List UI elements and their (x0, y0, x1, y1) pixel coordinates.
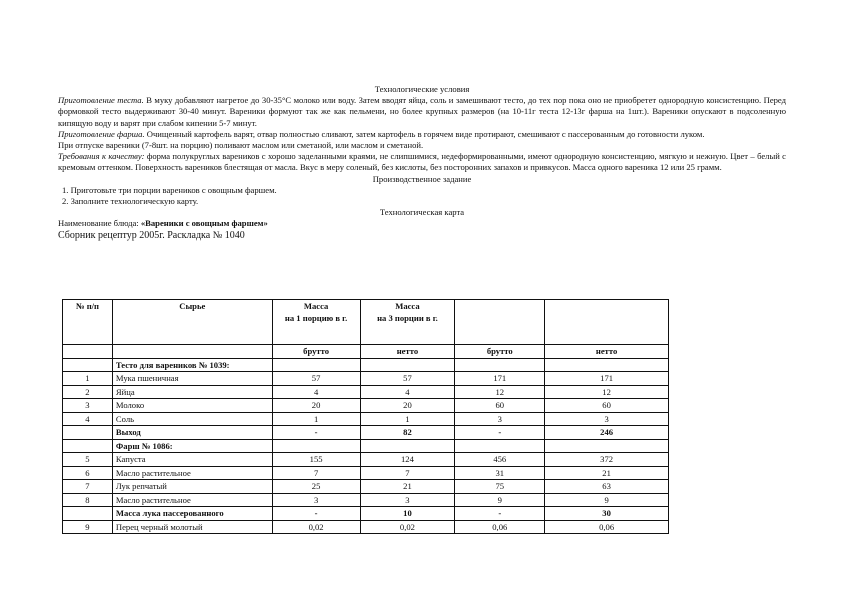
mass-value: 30 (545, 507, 669, 521)
task-list (58, 185, 786, 207)
row-number: 1 (63, 372, 113, 386)
dish-name-line (58, 218, 786, 229)
row-number: 4 (63, 412, 113, 426)
mass-value: 57 (272, 372, 360, 386)
table-row (63, 372, 669, 386)
mass-value: 456 (455, 453, 545, 467)
mass-value: 82 (360, 426, 455, 440)
ingredient-name: Соль (112, 412, 272, 426)
header-blank (455, 300, 545, 345)
table-section-row (63, 439, 669, 453)
table-section-row (63, 358, 669, 372)
mass-value: 124 (360, 453, 455, 467)
mass-value: - (272, 426, 360, 440)
table-row (63, 412, 669, 426)
table-cell (455, 358, 545, 372)
table-row (63, 399, 669, 413)
collection-line: Сборник рецептур 2005г. Раскладка № 1040 (58, 229, 245, 241)
section-label: Фарш № 1086: (112, 439, 272, 453)
task-item: 2. Заполните технологическую карту. (62, 196, 199, 207)
paragraph-lead: Требования к качеству: (58, 151, 145, 162)
table-row (63, 520, 669, 534)
paragraph-lead: Приготовление теста. (58, 95, 144, 106)
mass-value: 9 (455, 493, 545, 507)
mass-value: 171 (545, 372, 669, 386)
row-number: 2 (63, 385, 113, 399)
ingredient-name: Капуста (112, 453, 272, 467)
paragraph-filling (58, 129, 786, 140)
row-number: 8 (63, 493, 113, 507)
dish-name: «Вареники с овощным фаршем» (140, 218, 268, 229)
paragraph-lead: Приготовление фарша. (58, 128, 145, 139)
mass-value: 171 (455, 372, 545, 386)
mass-value: 10 (360, 507, 455, 521)
table-cell (545, 358, 669, 372)
mass-value: 25 (272, 480, 360, 494)
header-num: № п/п (63, 300, 113, 345)
tech-card-table (62, 299, 669, 534)
table-body (63, 358, 669, 534)
ingredient-name: Масло растительное (112, 466, 272, 480)
task-item: 1. Приготовьте три порции вареников с овощным фаршем. (62, 184, 277, 195)
table-row (63, 493, 669, 507)
table-row (63, 480, 669, 494)
section-label: Тесто для вареников № 1039: (112, 358, 272, 372)
table-row (63, 385, 669, 399)
header-raw: Сырье (112, 300, 272, 345)
table-cell (545, 439, 669, 453)
table-subheader-row (63, 345, 669, 359)
row-number (63, 507, 113, 521)
document-page (58, 84, 786, 242)
paragraph-text: При отпуске вареники (7-8шт. на порцию) поливают маслом или сметаной, или маслом и сметаной. (58, 140, 424, 151)
mass-value: 0,02 (272, 520, 360, 534)
mass-value: 3 (455, 412, 545, 426)
subheader-netto: нетто (360, 345, 455, 359)
paragraph-text: Очищенный картофель варят, отвар полностью сливают, затем картофель в горячем виде протирают, смешивают с пассерованным до готовности луком. (144, 128, 705, 139)
mass-value: 4 (360, 385, 455, 399)
ingredient-name: Перец черный молотый (112, 520, 272, 534)
table-row (63, 507, 669, 521)
card-title: Технологическая карта (379, 207, 465, 218)
mass-value: - (455, 426, 545, 440)
mass-value: 3 (545, 412, 669, 426)
task-title: Производственное задание (372, 173, 472, 184)
table-cell (63, 358, 113, 372)
ingredient-name: Масло растительное (112, 493, 272, 507)
mass-value: - (272, 507, 360, 521)
paragraph-quality (58, 151, 786, 173)
mass-value: 1 (360, 412, 455, 426)
mass-value: 372 (545, 453, 669, 467)
row-number: 9 (63, 520, 113, 534)
mass-value: 12 (455, 385, 545, 399)
mass-value: 20 (272, 399, 360, 413)
mass-value: 0,06 (545, 520, 669, 534)
mass-value: 3 (272, 493, 360, 507)
table-row (63, 453, 669, 467)
table-header-row (63, 300, 669, 345)
mass-value: 21 (545, 466, 669, 480)
mass-value: 63 (545, 480, 669, 494)
paragraph-dough (58, 95, 786, 129)
table-row (63, 426, 669, 440)
table-cell (272, 439, 360, 453)
table-cell (455, 439, 545, 453)
header-mass-3: Масса на 3 порции в г. (360, 300, 455, 345)
page-title: Технологические условия (374, 84, 470, 94)
paragraph-serving (58, 140, 786, 151)
header-mass-1: Масса на 1 порцию в г. (272, 300, 360, 345)
row-number: 5 (63, 453, 113, 467)
mass-value: 20 (360, 399, 455, 413)
paragraph-text: форма полукруглых вареников с хорошо заделанными краями, не слипшимися, недеформированными, имеют однородную консистенцию, мягкую и нежную. Цвет – белый с кремовым оттенком. Поверхность вареников блестящая от масла. Вкус в меру соленый, без кислоты, без посторонних запахов и привкусов. Масса одного вареника 12 или 25 грамм. (58, 151, 786, 173)
mass-value: 0,02 (360, 520, 455, 534)
row-number: 3 (63, 399, 113, 413)
mass-value: 60 (545, 399, 669, 413)
table-cell (112, 345, 272, 359)
table-row (63, 466, 669, 480)
ingredient-name: Лук репчатый (112, 480, 272, 494)
subheader-brutto: брутто (272, 345, 360, 359)
mass-value: 31 (455, 466, 545, 480)
table-cell (272, 358, 360, 372)
row-number (63, 426, 113, 440)
row-number: 7 (63, 480, 113, 494)
subheader-brutto: брутто (455, 345, 545, 359)
subheader-netto: нетто (545, 345, 669, 359)
mass-value: 4 (272, 385, 360, 399)
mass-value: 21 (360, 480, 455, 494)
mass-value: 12 (545, 385, 669, 399)
table-cell (360, 439, 455, 453)
table-cell (63, 439, 113, 453)
mass-value: 155 (272, 453, 360, 467)
mass-value: 60 (455, 399, 545, 413)
ingredient-name: Яйца (112, 385, 272, 399)
mass-value: 7 (360, 466, 455, 480)
ingredient-name: Мука пшеничная (112, 372, 272, 386)
mass-value: 3 (360, 493, 455, 507)
dish-name-label: Наименование блюда: (58, 218, 141, 229)
mass-value: 75 (455, 480, 545, 494)
ingredient-name: Выход (112, 426, 272, 440)
row-number: 6 (63, 466, 113, 480)
table-cell (63, 345, 113, 359)
mass-value: 57 (360, 372, 455, 386)
ingredient-name: Молоко (112, 399, 272, 413)
paragraph-text: В муку добавляют нагретое до 30-35°С молоко или воду. Затем вводят яйца, соль и замешивают тесто, до тех пор пока оно не приобретет однородную консистенцию. Перед формовкой тесто выдерживают 30-40 минут. Вареники формуют так же как пельмени, но более крупных размеров (на 10-11г теста 12-13г фарша на 1шт.). Вареники опускают в подсоленную кипящую воду и варят при слабом кипении 5-7 минут. (58, 95, 787, 128)
mass-value: 246 (545, 426, 669, 440)
ingredient-name: Масса лука пассерованного (112, 507, 272, 521)
mass-value: 7 (272, 466, 360, 480)
mass-value: 1 (272, 412, 360, 426)
mass-value: 9 (545, 493, 669, 507)
header-blank (545, 300, 669, 345)
table-cell (360, 358, 455, 372)
mass-value: - (455, 507, 545, 521)
mass-value: 0,06 (455, 520, 545, 534)
